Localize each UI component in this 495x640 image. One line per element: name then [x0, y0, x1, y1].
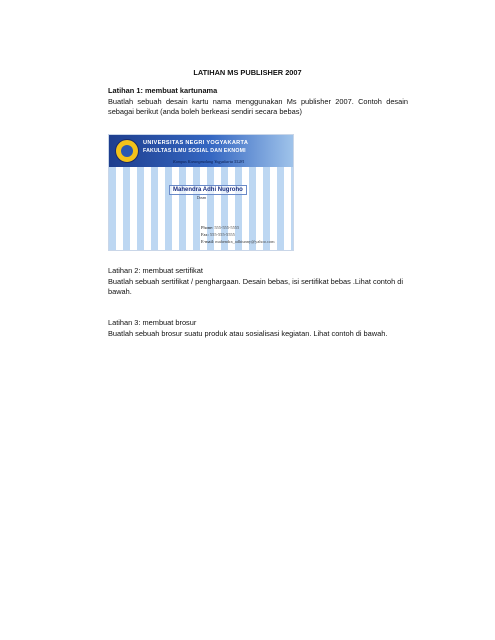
latihan-1-text: Buatlah sebuah desain kartu nama menggunakan Ms publisher 2007. Contoh desain sebagai berikut (anda boleh berkeasi sendiri secara bebas): [108, 96, 408, 117]
section-latihan-1: [108, 86, 408, 118]
card-name: Mahendra Adhi Nugroho: [169, 185, 247, 195]
card-university: UNIVERSITAS NEGRI YOGYAKARTA: [143, 140, 249, 146]
card-role: Dosen: [197, 196, 207, 200]
latihan-3-text: Buatlah sebuah brosur suatu produk atau sosialisasi kegiatan. Lihat contoh di bawah.: [108, 328, 388, 338]
card-fax: Fax: 555-555-5555: [201, 232, 235, 237]
page-title: LATIHAN MS PUBLISHER 2007: [193, 68, 302, 77]
card-faculty: FAKULTAS ILMU SOSIAL DAN EKNOMI: [143, 148, 246, 154]
university-logo-icon: [115, 139, 139, 163]
card-email: E-mail: mahendra_adhiunny@yahoo.com: [201, 239, 275, 244]
business-card-example: [108, 134, 294, 251]
latihan-2-heading: Latihan 2: membuat sertifikat: [108, 266, 203, 275]
latihan-1-heading: Latihan 1: membuat kartunama: [108, 86, 218, 95]
card-address: Kampus Karangmalang Yogyakarta 55281: [173, 159, 245, 164]
section-latihan-2: [108, 266, 408, 298]
section-latihan-3: [108, 318, 408, 339]
latihan-2-text: Buatlah sebuah sertifikat / penghargaan. Desain bebas, isi sertifikat bebas .Lihat contoh di bawah.: [108, 276, 403, 297]
card-phone: Phone: 555-555-5555: [201, 225, 240, 230]
latihan-3-heading: Latihan 3: membuat brosur: [108, 318, 197, 327]
